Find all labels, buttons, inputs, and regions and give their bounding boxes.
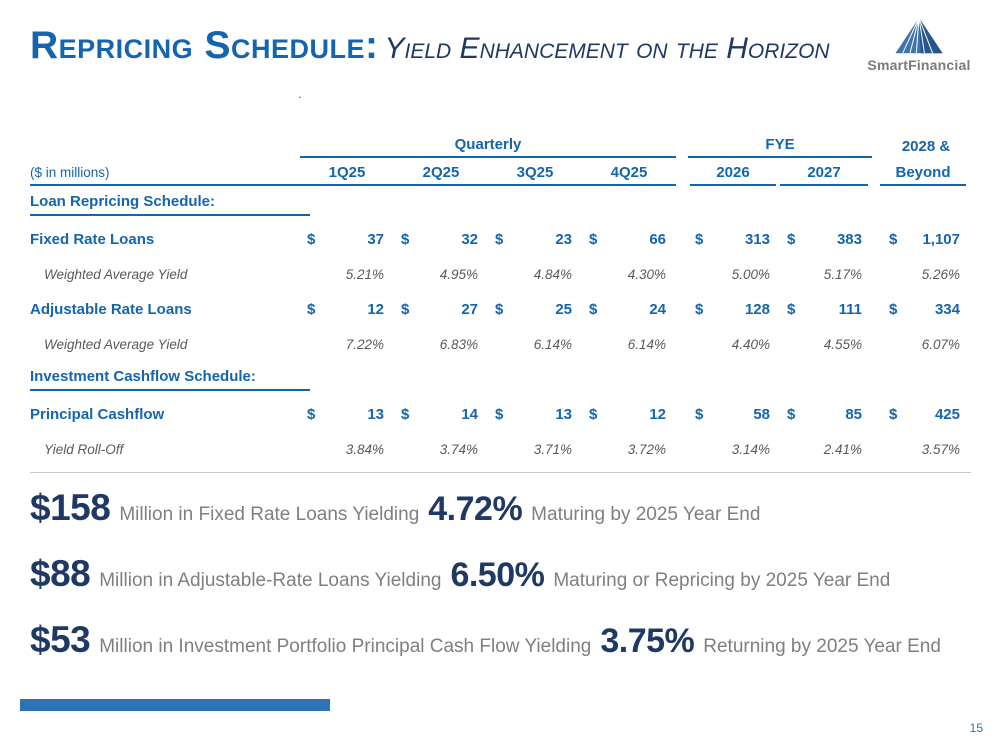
- currency-symbol: $: [695, 301, 704, 318]
- money-cell: [688, 301, 780, 318]
- page-number: 15: [969, 721, 983, 735]
- highlight-line: [30, 487, 990, 529]
- money-value: 383: [836, 231, 862, 248]
- money-value: 12: [649, 406, 666, 423]
- row-label: Principal Cashflow: [30, 406, 165, 423]
- highlight-line: [30, 553, 990, 595]
- money-value: 13: [367, 406, 384, 423]
- money-cell: [488, 231, 582, 248]
- highlight-percent: 3.75%: [600, 622, 695, 660]
- money-cell: [582, 231, 676, 248]
- money-cell: [582, 301, 676, 318]
- highlight-text: Million in Adjustable-Rate Loans Yielding: [99, 570, 442, 591]
- currency-symbol: $: [307, 301, 316, 318]
- money-value: 12: [367, 301, 384, 318]
- money-cell: [780, 231, 872, 248]
- page-title: Repricing Schedule:: [30, 24, 379, 67]
- money-value: 128: [744, 301, 770, 318]
- currency-symbol: $: [889, 301, 898, 318]
- highlight-text: Returning by 2025 Year End: [703, 636, 941, 657]
- row-label: Weighted Average Yield: [44, 267, 188, 282]
- column-header-2026: 2026: [690, 164, 776, 186]
- mountain-triangle-icon: [890, 16, 948, 56]
- table-section-row: [30, 368, 971, 396]
- money-value: 85: [845, 406, 862, 423]
- money-value: 37: [367, 231, 384, 248]
- yield-cell: 3.71%: [533, 442, 572, 457]
- currency-symbol: $: [589, 231, 598, 248]
- yield-cell: 4.84%: [533, 267, 572, 282]
- money-value: 425: [934, 406, 960, 423]
- yield-cell: 6.83%: [439, 337, 478, 352]
- currency-symbol: $: [495, 231, 504, 248]
- table-column-header-row: [30, 158, 971, 186]
- yield-cell: 6.07%: [921, 337, 960, 352]
- money-value: 14: [461, 406, 478, 423]
- currency-symbol: $: [589, 301, 598, 318]
- column-header-left-segment: [30, 164, 676, 186]
- table-row: [30, 291, 971, 328]
- highlight-percent: 6.50%: [450, 556, 545, 594]
- currency-symbol: $: [787, 231, 796, 248]
- yield-cell: 4.30%: [627, 267, 666, 282]
- money-cell: [882, 231, 970, 248]
- yield-cell: 5.00%: [731, 267, 770, 282]
- stray-dot: .: [298, 86, 302, 101]
- currency-symbol: $: [307, 231, 316, 248]
- money-value: 334: [934, 301, 960, 318]
- row-label: Weighted Average Yield: [44, 337, 188, 352]
- column-header-beyond: Beyond: [880, 164, 966, 186]
- currency-symbol: $: [495, 301, 504, 318]
- yield-cell: 6.14%: [627, 337, 666, 352]
- money-cell: [300, 301, 394, 318]
- yield-cell: 7.22%: [345, 337, 384, 352]
- money-cell: [780, 301, 872, 318]
- repricing-table: [30, 134, 971, 473]
- money-cell: [688, 231, 780, 248]
- table-body: [30, 193, 971, 466]
- currency-symbol: $: [589, 406, 598, 423]
- money-value: 13: [555, 406, 572, 423]
- money-cell: [488, 406, 582, 423]
- company-logo: [849, 16, 989, 73]
- money-cell: [780, 406, 872, 423]
- money-cell: [394, 301, 488, 318]
- money-value: 1,107: [922, 231, 960, 248]
- footer-accent-bar: [20, 699, 330, 711]
- money-cell: [688, 406, 780, 423]
- column-header-2027: 2027: [780, 164, 868, 186]
- highlight-line: [30, 619, 990, 661]
- table-row: [30, 433, 971, 466]
- table-row: [30, 221, 971, 258]
- column-header-2q25: 2Q25: [422, 164, 460, 181]
- money-cell: [488, 301, 582, 318]
- page-subtitle: Yield Enhancement on the Horizon: [384, 32, 830, 65]
- units-label: ($ in millions): [30, 165, 110, 180]
- money-cell: [582, 406, 676, 423]
- currency-symbol: $: [401, 406, 410, 423]
- yield-cell: 3.14%: [731, 442, 770, 457]
- yield-cell: 5.21%: [345, 267, 384, 282]
- highlight-text: Million in Fixed Rate Loans Yielding: [119, 504, 420, 525]
- table-row: [30, 258, 971, 291]
- yield-cell: 3.57%: [921, 442, 960, 457]
- currency-symbol: $: [695, 406, 704, 423]
- highlight-amount: $158: [30, 487, 111, 528]
- yield-cell: 3.84%: [345, 442, 384, 457]
- table-section-row: [30, 193, 971, 221]
- currency-symbol: $: [307, 406, 316, 423]
- money-cell: [394, 406, 488, 423]
- currency-symbol: $: [495, 406, 504, 423]
- currency-symbol: $: [401, 231, 410, 248]
- money-value: 58: [753, 406, 770, 423]
- column-header-3q25: 3Q25: [516, 164, 554, 181]
- money-value: 32: [461, 231, 478, 248]
- money-cell: [882, 301, 970, 318]
- money-cell: [300, 406, 394, 423]
- highlight-amount: $53: [30, 619, 91, 660]
- group-header-fye: FYE: [688, 136, 872, 158]
- yield-cell: 4.95%: [439, 267, 478, 282]
- group-header-2028-beyond: 2028 &: [901, 138, 951, 155]
- money-cell: [882, 406, 970, 423]
- money-value: 24: [649, 301, 666, 318]
- column-header-1q25: 1Q25: [328, 164, 366, 181]
- currency-symbol: $: [695, 231, 704, 248]
- currency-symbol: $: [401, 301, 410, 318]
- money-value: 66: [649, 231, 666, 248]
- yield-cell: 5.17%: [823, 267, 862, 282]
- currency-symbol: $: [787, 301, 796, 318]
- yield-cell: 2.41%: [823, 442, 862, 457]
- section-label: Loan Repricing Schedule:: [30, 193, 310, 216]
- yield-cell: 4.55%: [823, 337, 862, 352]
- yield-cell: 3.72%: [627, 442, 666, 457]
- column-header-4q25: 4Q25: [610, 164, 648, 181]
- yield-cell: 4.40%: [731, 337, 770, 352]
- yield-cell: 3.74%: [439, 442, 478, 457]
- highlight-text: Million in Investment Portfolio Principal Cash Flow Yielding: [99, 636, 592, 657]
- highlights-section: [30, 487, 990, 685]
- highlight-percent: 4.72%: [428, 490, 523, 528]
- row-label: Yield Roll-Off: [44, 442, 124, 457]
- money-cell: [394, 231, 488, 248]
- highlight-amount: $88: [30, 553, 91, 594]
- highlight-text: Maturing by 2025 Year End: [531, 504, 761, 525]
- currency-symbol: $: [889, 231, 898, 248]
- money-value: 23: [555, 231, 572, 248]
- currency-symbol: $: [787, 406, 796, 423]
- money-value: 25: [555, 301, 572, 318]
- money-value: 27: [461, 301, 478, 318]
- section-label: Investment Cashflow Schedule:: [30, 368, 310, 391]
- row-label: Adjustable Rate Loans: [30, 301, 192, 318]
- currency-symbol: $: [889, 406, 898, 423]
- money-cell: [300, 231, 394, 248]
- yield-cell: 6.14%: [533, 337, 572, 352]
- table-row: [30, 396, 971, 433]
- money-value: 111: [838, 301, 862, 318]
- table-bottom-rule: [30, 472, 971, 473]
- highlight-text: Maturing or Repricing by 2025 Year End: [553, 570, 891, 591]
- yield-cell: 5.26%: [921, 267, 960, 282]
- table-row: [30, 328, 971, 361]
- table-group-header-row: [30, 134, 971, 158]
- money-value: 313: [744, 231, 770, 248]
- logo-wordmark: SmartFinancial: [867, 57, 971, 73]
- slide-header: [30, 24, 839, 68]
- group-header-quarterly: Quarterly: [300, 136, 676, 158]
- row-label: Fixed Rate Loans: [30, 231, 155, 248]
